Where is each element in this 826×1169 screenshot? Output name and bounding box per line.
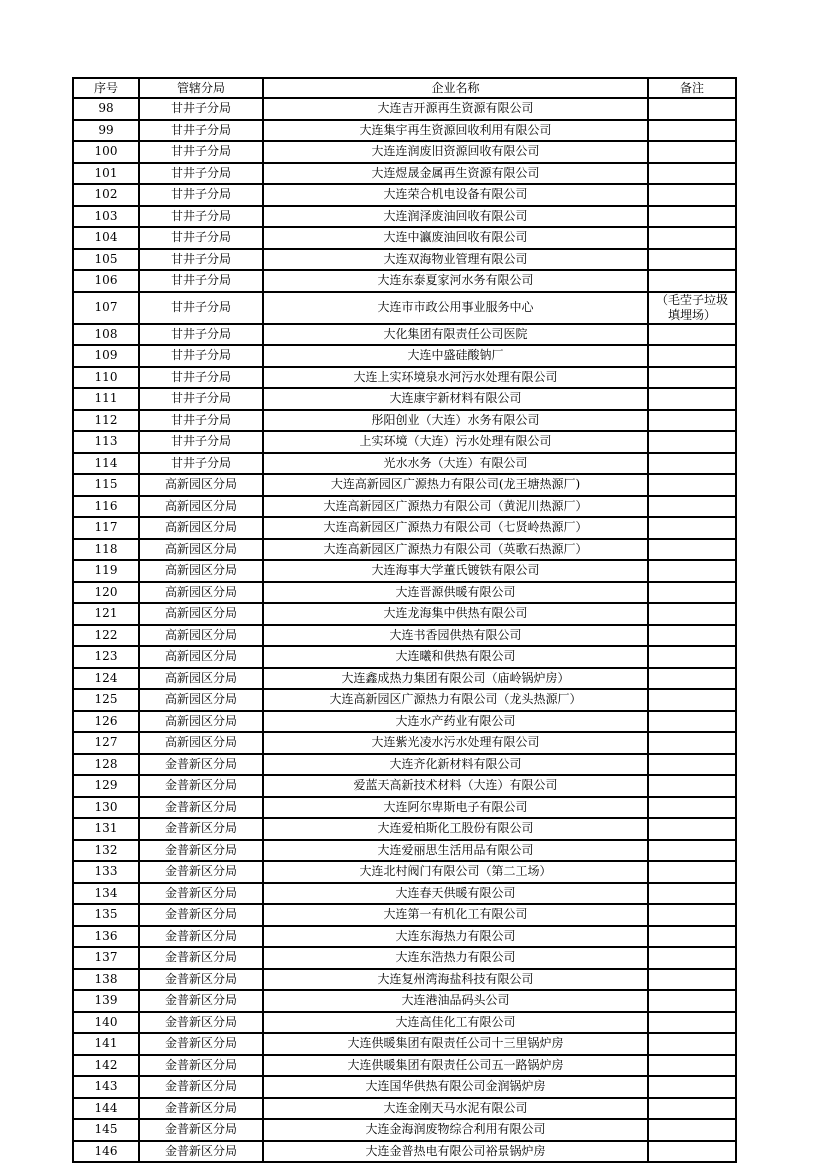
row-remark-cell [648,1141,736,1163]
row-no-cell: 131 [73,818,139,840]
row-company-cell: 大连齐化新材料有限公司 [263,754,648,776]
row-bureau-cell: 金普新区分局 [139,1055,263,1077]
row-company-cell: 大连润泽废油回收有限公司 [263,206,648,228]
table-row [73,163,736,185]
row-bureau-cell: 甘井子分局 [139,292,263,324]
row-company-cell: 大连集宇再生资源回收利用有限公司 [263,120,648,142]
row-company-cell: 大连高新园区广源热力有限公司（七贤岭热源厂） [263,517,648,539]
row-remark-cell [648,861,736,883]
row-no-cell: 106 [73,270,139,292]
row-no-cell: 126 [73,711,139,733]
table-row [73,98,736,120]
row-bureau-cell: 高新园区分局 [139,582,263,604]
header-cell-no: 序号 [73,78,139,98]
row-no-cell: 130 [73,797,139,819]
row-no-cell: 125 [73,689,139,711]
row-no-cell: 109 [73,345,139,367]
row-bureau-cell: 高新园区分局 [139,732,263,754]
row-no-cell: 99 [73,120,139,142]
row-no-cell: 120 [73,582,139,604]
row-bureau-cell: 甘井子分局 [139,206,263,228]
row-bureau-cell: 甘井子分局 [139,184,263,206]
row-remark-cell [648,1076,736,1098]
row-company-cell: 大连金普热电有限公司裕景锅炉房 [263,1141,648,1163]
header-cell-bureau: 管辖分局 [139,78,263,98]
table-row [73,474,736,496]
row-company-cell: 大连龙海集中供热有限公司 [263,603,648,625]
row-company-cell: 大连紫光凌水污水处理有限公司 [263,732,648,754]
row-no-cell: 141 [73,1033,139,1055]
row-remark-cell [648,904,736,926]
row-remark-cell [648,1033,736,1055]
row-bureau-cell: 金普新区分局 [139,797,263,819]
table-row [73,797,736,819]
row-no-cell: 145 [73,1119,139,1141]
row-no-cell: 136 [73,926,139,948]
row-remark-cell [648,625,736,647]
row-bureau-cell: 高新园区分局 [139,560,263,582]
row-remark-cell [648,120,736,142]
row-bureau-cell: 金普新区分局 [139,1141,263,1163]
row-no-cell: 139 [73,990,139,1012]
row-no-cell: 128 [73,754,139,776]
table-body [73,98,736,1162]
row-company-cell: 大连鑫成热力集团有限公司（庙岭锅炉房） [263,668,648,690]
row-remark-cell [648,711,736,733]
row-company-cell: 大连曦和供热有限公司 [263,646,648,668]
row-company-cell: 大连春天供暖有限公司 [263,883,648,905]
row-remark-cell [648,646,736,668]
row-company-cell: 光水水务（大连）有限公司 [263,453,648,475]
row-remark-cell [648,754,736,776]
row-company-cell: 大连高新园区广源热力有限公司（英歌石热源厂） [263,539,648,561]
row-bureau-cell: 金普新区分局 [139,1012,263,1034]
row-company-cell: 大连高新园区广源热力有限公司(龙王塘热源厂) [263,474,648,496]
row-no-cell: 122 [73,625,139,647]
row-company-cell: 大连中盛硅酸钠厂 [263,345,648,367]
table-row [73,861,736,883]
row-remark-cell [648,431,736,453]
row-remark-cell [648,410,736,432]
row-bureau-cell: 甘井子分局 [139,410,263,432]
row-bureau-cell: 金普新区分局 [139,1076,263,1098]
table-row [73,1033,736,1055]
row-remark-cell [648,474,736,496]
table-row [73,990,736,1012]
table-row [73,410,736,432]
row-company-cell: 大连阿尔卑斯电子有限公司 [263,797,648,819]
row-remark-cell [648,818,736,840]
row-company-cell: 爱蓝天高新技术材料（大连）有限公司 [263,775,648,797]
row-remark-cell [648,560,736,582]
row-company-cell: 大连第一有机化工有限公司 [263,904,648,926]
table-row [73,775,736,797]
row-no-cell: 112 [73,410,139,432]
row-company-cell: 大连晋源供暖有限公司 [263,582,648,604]
row-bureau-cell: 高新园区分局 [139,517,263,539]
row-no-cell: 144 [73,1098,139,1120]
row-no-cell: 138 [73,969,139,991]
row-no-cell: 118 [73,539,139,561]
row-company-cell: 大连港油品码头公司 [263,990,648,1012]
row-bureau-cell: 甘井子分局 [139,367,263,389]
row-company-cell: 大连水产药业有限公司 [263,711,648,733]
table-row [73,969,736,991]
row-no-cell: 121 [73,603,139,625]
row-no-cell: 111 [73,388,139,410]
table-row [73,345,736,367]
row-remark-cell [648,227,736,249]
table-row [73,388,736,410]
row-company-cell: 大连东海热力有限公司 [263,926,648,948]
row-company-cell: 大连金海润废物综合利用有限公司 [263,1119,648,1141]
row-remark-cell [648,1119,736,1141]
table-row [73,625,736,647]
row-bureau-cell: 高新园区分局 [139,646,263,668]
row-company-cell: 大连书香园供热有限公司 [263,625,648,647]
row-no-cell: 107 [73,292,139,324]
row-company-cell: 大化集团有限责任公司医院 [263,324,648,346]
row-no-cell: 123 [73,646,139,668]
row-bureau-cell: 金普新区分局 [139,1033,263,1055]
row-bureau-cell: 高新园区分局 [139,603,263,625]
row-remark-cell [648,582,736,604]
table-row [73,206,736,228]
row-bureau-cell: 金普新区分局 [139,926,263,948]
row-remark-cell [648,270,736,292]
row-company-cell: 大连供暖集团有限责任公司五一路锅炉房 [263,1055,648,1077]
row-bureau-cell: 金普新区分局 [139,969,263,991]
row-remark-cell [648,926,736,948]
row-no-cell: 98 [73,98,139,120]
row-remark-cell [648,1055,736,1077]
row-no-cell: 113 [73,431,139,453]
table-row [73,517,736,539]
row-bureau-cell: 甘井子分局 [139,270,263,292]
row-remark-cell [648,603,736,625]
table-row [73,904,736,926]
row-bureau-cell: 金普新区分局 [139,883,263,905]
table-row [73,711,736,733]
row-no-cell: 133 [73,861,139,883]
row-bureau-cell: 甘井子分局 [139,163,263,185]
enterprise-table [72,77,737,1163]
row-company-cell: 大连北村阀门有限公司（第二工场） [263,861,648,883]
row-bureau-cell: 甘井子分局 [139,453,263,475]
row-no-cell: 119 [73,560,139,582]
row-no-cell: 114 [73,453,139,475]
row-bureau-cell: 甘井子分局 [139,388,263,410]
row-company-cell: 大连海事大学董氏镀铁有限公司 [263,560,648,582]
row-no-cell: 134 [73,883,139,905]
row-remark-cell [648,141,736,163]
row-company-cell: 大连东泰夏家河水务有限公司 [263,270,648,292]
row-bureau-cell: 金普新区分局 [139,1119,263,1141]
row-no-cell: 142 [73,1055,139,1077]
row-no-cell: 108 [73,324,139,346]
row-remark-cell [648,689,736,711]
row-no-cell: 101 [73,163,139,185]
row-no-cell: 117 [73,517,139,539]
row-company-cell: 大连复州湾海盐科技有限公司 [263,969,648,991]
row-remark-cell [648,98,736,120]
row-remark-cell [648,947,736,969]
row-bureau-cell: 甘井子分局 [139,431,263,453]
row-remark-cell [648,324,736,346]
row-remark-cell [648,388,736,410]
row-remark-cell [648,517,736,539]
table-row [73,646,736,668]
row-bureau-cell: 甘井子分局 [139,227,263,249]
row-company-cell: 大连供暖集团有限责任公司十三里锅炉房 [263,1033,648,1055]
row-remark-cell [648,840,736,862]
row-bureau-cell: 高新园区分局 [139,668,263,690]
table-row [73,689,736,711]
row-company-cell: 大连高新园区广源热力有限公司（龙头热源厂） [263,689,648,711]
row-company-cell: 彤阳创业（大连）水务有限公司 [263,410,648,432]
row-bureau-cell: 金普新区分局 [139,754,263,776]
row-company-cell: 大连爱柏斯化工股份有限公司 [263,818,648,840]
row-remark-cell [648,668,736,690]
row-remark-cell [648,990,736,1012]
row-company-cell: 大连东浩热力有限公司 [263,947,648,969]
header-cell-remark: 备注 [648,78,736,98]
row-no-cell: 102 [73,184,139,206]
row-bureau-cell: 金普新区分局 [139,990,263,1012]
table-row [73,818,736,840]
row-no-cell: 115 [73,474,139,496]
row-company-cell: 大连连润废旧资源回收有限公司 [263,141,648,163]
row-remark-cell [648,539,736,561]
row-bureau-cell: 甘井子分局 [139,345,263,367]
table-row [73,1055,736,1077]
row-remark-cell [648,732,736,754]
row-bureau-cell: 金普新区分局 [139,818,263,840]
row-bureau-cell: 金普新区分局 [139,1098,263,1120]
row-bureau-cell: 甘井子分局 [139,249,263,271]
row-remark-cell [648,367,736,389]
row-bureau-cell: 高新园区分局 [139,474,263,496]
row-bureau-cell: 金普新区分局 [139,904,263,926]
row-no-cell: 129 [73,775,139,797]
table-row [73,1098,736,1120]
table-row [73,732,736,754]
row-bureau-cell: 高新园区分局 [139,625,263,647]
row-remark-cell [648,163,736,185]
row-company-cell: 大连康宇新材料有限公司 [263,388,648,410]
row-company-cell: 大连国华供热有限公司金润锅炉房 [263,1076,648,1098]
table-row [73,539,736,561]
row-company-cell: 大连高佳化工有限公司 [263,1012,648,1034]
row-company-cell: 大连金刚天马水泥有限公司 [263,1098,648,1120]
table-row [73,270,736,292]
row-company-cell: 大连中瀛废油回收有限公司 [263,227,648,249]
row-remark-cell [648,345,736,367]
table-row [73,1012,736,1034]
row-remark-cell [648,496,736,518]
table-row [73,367,736,389]
row-no-cell: 105 [73,249,139,271]
table-row [73,184,736,206]
row-bureau-cell: 高新园区分局 [139,539,263,561]
table-row [73,1141,736,1163]
table-row [73,453,736,475]
row-bureau-cell: 高新园区分局 [139,496,263,518]
table-row [73,249,736,271]
row-remark-cell [648,1098,736,1120]
table-row [73,1076,736,1098]
row-remark-cell [648,453,736,475]
row-no-cell: 127 [73,732,139,754]
row-remark-cell: （毛茔子垃圾填埋场） [648,292,736,324]
row-no-cell: 140 [73,1012,139,1034]
table-row [73,840,736,862]
row-remark-cell [648,797,736,819]
row-company-cell: 大连双海物业管理有限公司 [263,249,648,271]
row-bureau-cell: 高新园区分局 [139,711,263,733]
header-row [73,78,736,98]
table-row [73,560,736,582]
row-no-cell: 137 [73,947,139,969]
row-bureau-cell: 甘井子分局 [139,141,263,163]
row-no-cell: 135 [73,904,139,926]
row-bureau-cell: 甘井子分局 [139,324,263,346]
row-company-cell: 大连市市政公用事业服务中心 [263,292,648,324]
table-row [73,754,736,776]
table-row [73,1119,736,1141]
row-company-cell: 大连高新园区广源热力有限公司（黄泥川热源厂） [263,496,648,518]
row-no-cell: 116 [73,496,139,518]
row-remark-cell [648,883,736,905]
table-row [73,431,736,453]
row-no-cell: 100 [73,141,139,163]
table-row [73,496,736,518]
row-company-cell: 大连荣合机电设备有限公司 [263,184,648,206]
table-row [73,603,736,625]
row-bureau-cell: 金普新区分局 [139,775,263,797]
row-no-cell: 104 [73,227,139,249]
header-cell-company: 企业名称 [263,78,648,98]
row-remark-cell [648,249,736,271]
row-remark-cell [648,775,736,797]
table-row [73,582,736,604]
table-row [73,292,736,324]
row-bureau-cell: 金普新区分局 [139,861,263,883]
row-bureau-cell: 金普新区分局 [139,840,263,862]
row-remark-cell [648,1012,736,1034]
table-row [73,926,736,948]
row-remark-cell [648,969,736,991]
row-company-cell: 大连上实环境泉水河污水处理有限公司 [263,367,648,389]
row-company-cell: 上实环境（大连）污水处理有限公司 [263,431,648,453]
row-bureau-cell: 甘井子分局 [139,120,263,142]
row-company-cell: 大连爱丽思生活用品有限公司 [263,840,648,862]
table-row [73,947,736,969]
table-row [73,120,736,142]
row-no-cell: 143 [73,1076,139,1098]
row-no-cell: 110 [73,367,139,389]
row-no-cell: 146 [73,1141,139,1163]
row-remark-cell [648,206,736,228]
row-no-cell: 124 [73,668,139,690]
table-row [73,324,736,346]
table-row [73,227,736,249]
row-no-cell: 103 [73,206,139,228]
row-remark-cell [648,184,736,206]
row-no-cell: 132 [73,840,139,862]
row-company-cell: 大连吉开源再生资源有限公司 [263,98,648,120]
row-company-cell: 大连煜晟金属再生资源有限公司 [263,163,648,185]
table-row [73,141,736,163]
row-bureau-cell: 高新园区分局 [139,689,263,711]
row-bureau-cell: 甘井子分局 [139,98,263,120]
table-row [73,668,736,690]
table-row [73,883,736,905]
row-bureau-cell: 金普新区分局 [139,947,263,969]
